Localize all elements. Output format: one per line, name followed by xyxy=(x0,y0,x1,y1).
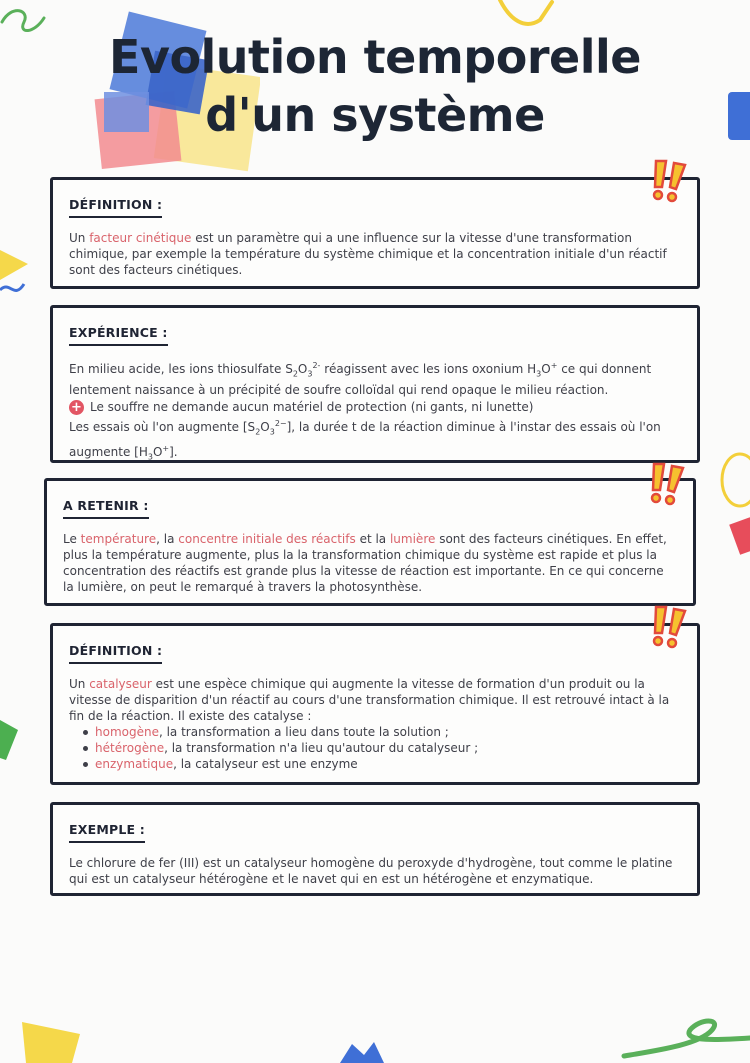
experience-paragraph-2: Les essais où l'on augmente $[S_2O_3^{2-}]$, la durée t de la réaction diminue à l'instar des essais où l'on augmente $[H_3O^+]$. xyxy=(69,419,661,462)
page-title: Evolution temporelle d'un système xyxy=(109,30,641,142)
experience-paragraph-1: En milieu acide, les ions thiosulfate $S_2O_3^{2-}$ réagissent avec les ions oxonium $H_3O^+$ ce qui donnent lentement naissance à un précipité de soufre colloïdal qui rend opaque le milieu réaction. xyxy=(69,361,652,398)
double-exclamation-icon xyxy=(648,603,692,651)
highlight-term: facteur cinétique xyxy=(89,231,192,245)
retenir-card xyxy=(44,478,696,606)
highlight-term: catalyseur xyxy=(89,677,152,691)
decor-right-middle xyxy=(700,450,750,570)
highlight-term: lumière xyxy=(389,532,436,546)
definition-text: Un facteur cinétique est un paramètre qui a une influence sur la vitesse d'une transformation chimique, par exemple la température du système chimique et la concentration initiale d'un réactif sont des facteurs cinétiques. xyxy=(69,231,667,277)
double-exclamation-icon xyxy=(646,460,690,508)
list-item: enzymatique, la catalyseur est une enzyme xyxy=(83,756,681,772)
catalyseur-text: Un catalyseur est une espèce chimique qui augmente la vitesse de formation d'un produit ou la vitesse de disparition d'un réactif au cours d'une transformation chimique. Il est retrouvé intact à la fin de la réaction. Il existe des catalyse : xyxy=(69,677,670,723)
card-label: EXPÉRIENCE : xyxy=(69,325,168,346)
definition-card-2 xyxy=(50,623,700,785)
highlight-term: concentre initiale des réactifs xyxy=(178,532,356,546)
list-item: homogène, la transformation a lieu dans toute la solution ; xyxy=(83,724,681,740)
definition-card-1 xyxy=(50,177,700,289)
highlight-term: température xyxy=(80,532,157,546)
double-exclamation-icon xyxy=(648,157,692,205)
exemple-card xyxy=(50,802,700,896)
safety-note: + Le souffre ne demande aucun matériel de protection (ni gants, ni lunette) xyxy=(69,399,681,415)
decor-bottom xyxy=(0,1000,750,1063)
card-label: A RETENIR : xyxy=(63,498,149,519)
plus-circle-icon: + xyxy=(69,400,84,415)
experience-card xyxy=(50,305,700,463)
card-label: EXEMPLE : xyxy=(69,822,145,843)
list-item: hétérogène, la transformation n'a lieu qu'autour du catalyseur ; xyxy=(83,740,681,756)
exemple-text: Le chlorure de fer (III) est un catalyseur homogène du peroxyde d'hydrogène, tout comme le platine qui est un catalyseur hétérogène et le navet qui en est un hétérogène et enzymatique. xyxy=(69,856,673,886)
card-label: DÉFINITION : xyxy=(69,643,162,664)
decor-left-lower xyxy=(0,700,30,770)
catalyse-list xyxy=(69,724,681,772)
retenir-text: Le température, la concentre initiale des réactifs et la lumière sont des facteurs cinétiques. En effet, plus la température augmente, plus la la transformation chimique du système est rapide et plus la concentration des réactifs est grande plus la vitesse de réaction est importante. En ce qui concerne la lumière, on peut le remarqué à travers la photosynthèse. xyxy=(63,532,667,594)
card-label: DÉFINITION : xyxy=(69,197,162,218)
decor-left-middle xyxy=(0,240,40,320)
